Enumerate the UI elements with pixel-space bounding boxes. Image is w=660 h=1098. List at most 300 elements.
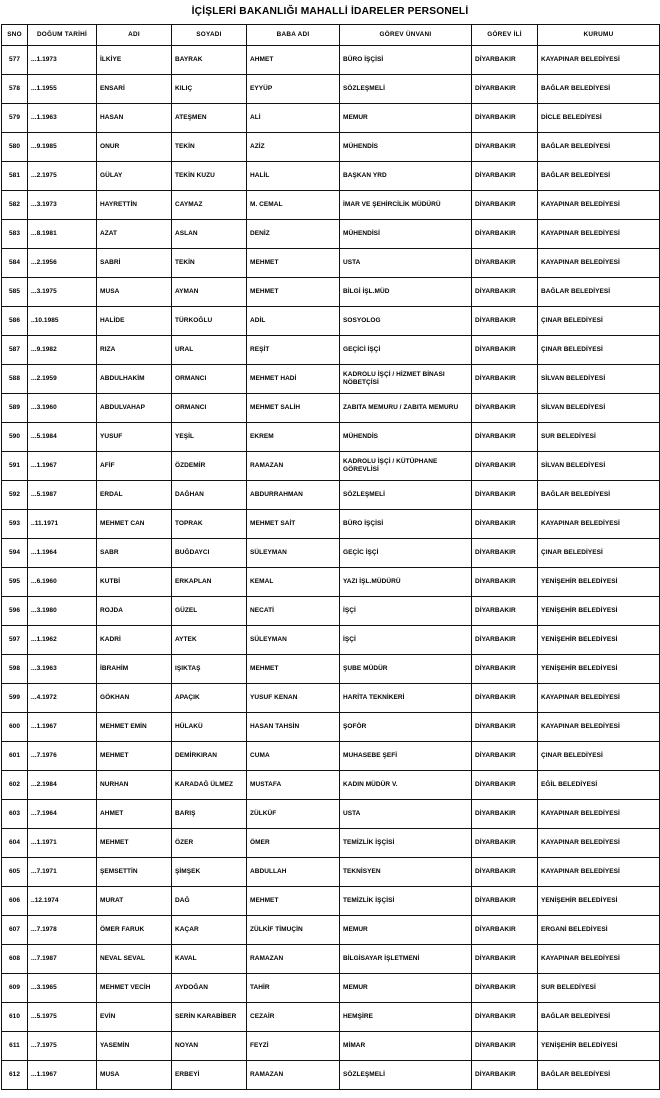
cell-surname: ŞİMŞEK <box>172 858 247 887</box>
cell-title: KADIN MÜDÜR V. <box>340 771 472 800</box>
column-header-father: BABA ADI <box>247 25 340 46</box>
table-row <box>2 278 660 307</box>
cell-inst: ÇINAR BELEDİYESİ <box>538 742 660 771</box>
cell-surname: GÜZEL <box>172 597 247 626</box>
cell-birth: ...9.1985 <box>28 133 97 162</box>
header-row <box>2 25 660 46</box>
cell-birth: ...1.1955 <box>28 75 97 104</box>
cell-inst: KAYAPINAR BELEDİYESİ <box>538 713 660 742</box>
cell-birth: ...3.1980 <box>28 597 97 626</box>
cell-sno: 607 <box>2 916 28 945</box>
cell-father: MEHMET HADİ <box>247 365 340 394</box>
cell-inst: YENİŞEHİR BELEDİYESİ <box>538 1032 660 1061</box>
table-row <box>2 1032 660 1061</box>
cell-sno: 612 <box>2 1061 28 1090</box>
cell-inst: KAYAPINAR BELEDİYESİ <box>538 220 660 249</box>
cell-surname: DAĞ <box>172 887 247 916</box>
cell-city: DİYARBAKIR <box>472 1032 538 1061</box>
cell-city: DİYARBAKIR <box>472 481 538 510</box>
cell-name: MEHMET CAN <box>97 510 172 539</box>
cell-surname: IŞIKTAŞ <box>172 655 247 684</box>
cell-title: SÖZLEŞMELİ <box>340 1061 472 1090</box>
cell-surname: ASLAN <box>172 220 247 249</box>
cell-name: KADRİ <box>97 626 172 655</box>
cell-name: İBRAHİM <box>97 655 172 684</box>
cell-birth: ...1.1963 <box>28 104 97 133</box>
cell-name: AZAT <box>97 220 172 249</box>
table-row <box>2 945 660 974</box>
cell-birth: ...3.1963 <box>28 655 97 684</box>
cell-father: SÜLEYMAN <box>247 539 340 568</box>
cell-name: MURAT <box>97 887 172 916</box>
cell-birth: ...5.1987 <box>28 481 97 510</box>
cell-city: DİYARBAKIR <box>472 162 538 191</box>
cell-sno: 583 <box>2 220 28 249</box>
cell-name: İLKİYE <box>97 46 172 75</box>
cell-inst: BAĞLAR BELEDİYESİ <box>538 162 660 191</box>
cell-title: HEMŞİRE <box>340 1003 472 1032</box>
cell-city: DİYARBAKIR <box>472 713 538 742</box>
cell-title: TEKNİSYEN <box>340 858 472 887</box>
cell-surname: APAÇIK <box>172 684 247 713</box>
cell-name: ONUR <box>97 133 172 162</box>
cell-birth: ...7.1978 <box>28 916 97 945</box>
table-row <box>2 597 660 626</box>
cell-father: MEHMET <box>247 887 340 916</box>
cell-name: ABDULVAHAP <box>97 394 172 423</box>
cell-father: AZİZ <box>247 133 340 162</box>
cell-surname: CAYMAZ <box>172 191 247 220</box>
table-row <box>2 104 660 133</box>
cell-birth: ...4.1972 <box>28 684 97 713</box>
cell-birth: ...7.1976 <box>28 742 97 771</box>
cell-father: ADİL <box>247 307 340 336</box>
page-title: İÇİŞLERİ BAKANLIĞI MAHALLİ İDARELER PERSONELİ <box>191 6 469 17</box>
table-body <box>2 46 660 1090</box>
cell-name: ENSARİ <box>97 75 172 104</box>
cell-surname: DAĞHAN <box>172 481 247 510</box>
cell-city: DİYARBAKIR <box>472 191 538 220</box>
cell-inst: KAYAPINAR BELEDİYESİ <box>538 829 660 858</box>
column-header-city: GÖREV İLİ <box>472 25 538 46</box>
table-row <box>2 336 660 365</box>
table-row <box>2 829 660 858</box>
cell-father: ALİ <box>247 104 340 133</box>
cell-name: AFİF <box>97 452 172 481</box>
cell-birth: ...1.1962 <box>28 626 97 655</box>
cell-surname: BUĞDAYCI <box>172 539 247 568</box>
table-row <box>2 655 660 684</box>
cell-birth: ...3.1960 <box>28 394 97 423</box>
cell-city: DİYARBAKIR <box>472 568 538 597</box>
cell-city: DİYARBAKIR <box>472 742 538 771</box>
cell-inst: KAYAPINAR BELEDİYESİ <box>538 249 660 278</box>
cell-sno: 580 <box>2 133 28 162</box>
cell-birth: ...2.1959 <box>28 365 97 394</box>
cell-birth: ...2.1984 <box>28 771 97 800</box>
cell-name: ÖMER FARUK <box>97 916 172 945</box>
cell-father: CUMA <box>247 742 340 771</box>
cell-father: HASAN TAHSİN <box>247 713 340 742</box>
table-row <box>2 46 660 75</box>
cell-surname: YEŞİL <box>172 423 247 452</box>
cell-birth: ..10.1985 <box>28 307 97 336</box>
cell-title: MÜHENDİS <box>340 423 472 452</box>
cell-city: DİYARBAKIR <box>472 75 538 104</box>
cell-city: DİYARBAKIR <box>472 1003 538 1032</box>
cell-inst: DİCLE BELEDİYESİ <box>538 104 660 133</box>
table-row <box>2 365 660 394</box>
cell-city: DİYARBAKIR <box>472 887 538 916</box>
cell-name: NEVAL SEVAL <box>97 945 172 974</box>
cell-name: MUSA <box>97 1061 172 1090</box>
cell-inst: KAYAPINAR BELEDİYESİ <box>538 191 660 220</box>
cell-birth: ...9.1982 <box>28 336 97 365</box>
cell-city: DİYARBAKIR <box>472 771 538 800</box>
cell-inst: KAYAPINAR BELEDİYESİ <box>538 800 660 829</box>
cell-city: DİYARBAKIR <box>472 394 538 423</box>
table-row <box>2 220 660 249</box>
cell-inst: BAĞLAR BELEDİYESİ <box>538 278 660 307</box>
cell-city: DİYARBAKIR <box>472 46 538 75</box>
cell-city: DİYARBAKIR <box>472 829 538 858</box>
cell-birth: ...3.1975 <box>28 278 97 307</box>
column-header-surname: SOYADI <box>172 25 247 46</box>
cell-sno: 599 <box>2 684 28 713</box>
cell-father: SÜLEYMAN <box>247 626 340 655</box>
table-row <box>2 713 660 742</box>
table-row <box>2 452 660 481</box>
cell-surname: BAYRAK <box>172 46 247 75</box>
cell-sno: 578 <box>2 75 28 104</box>
cell-inst: SUR BELEDİYESİ <box>538 974 660 1003</box>
table-row <box>2 1003 660 1032</box>
cell-surname: NOYAN <box>172 1032 247 1061</box>
cell-surname: ORMANCI <box>172 365 247 394</box>
cell-father: MEHMET SALİH <box>247 394 340 423</box>
cell-sno: 605 <box>2 858 28 887</box>
cell-inst: KAYAPINAR BELEDİYESİ <box>538 858 660 887</box>
cell-sno: 581 <box>2 162 28 191</box>
cell-birth: ...1.1973 <box>28 46 97 75</box>
cell-father: M. CEMAL <box>247 191 340 220</box>
cell-birth: ...1.1971 <box>28 829 97 858</box>
cell-birth: ...7.1964 <box>28 800 97 829</box>
table-row <box>2 75 660 104</box>
cell-surname: ERBEYİ <box>172 1061 247 1090</box>
cell-surname: KAVAL <box>172 945 247 974</box>
table-row <box>2 191 660 220</box>
table-row <box>2 162 660 191</box>
table-row <box>2 887 660 916</box>
cell-father: ABDULLAH <box>247 858 340 887</box>
cell-title: TEMİZLİK İŞÇİSİ <box>340 887 472 916</box>
cell-city: DİYARBAKIR <box>472 510 538 539</box>
cell-sno: 584 <box>2 249 28 278</box>
cell-surname: KAÇAR <box>172 916 247 945</box>
cell-sno: 594 <box>2 539 28 568</box>
cell-sno: 592 <box>2 481 28 510</box>
cell-father: RAMAZAN <box>247 452 340 481</box>
table-row <box>2 800 660 829</box>
table-row <box>2 916 660 945</box>
cell-inst: SUR BELEDİYESİ <box>538 423 660 452</box>
cell-inst: BAĞLAR BELEDİYESİ <box>538 1003 660 1032</box>
cell-sno: 606 <box>2 887 28 916</box>
table-row <box>2 684 660 713</box>
cell-title: ZABITA MEMURU / ZABITA MEMURU <box>340 394 472 423</box>
cell-city: DİYARBAKIR <box>472 365 538 394</box>
cell-surname: AYTEK <box>172 626 247 655</box>
cell-title: USTA <box>340 249 472 278</box>
cell-father: ZÜLKİF TİMUÇİN <box>247 916 340 945</box>
cell-name: GÖKHAN <box>97 684 172 713</box>
cell-name: HALİDE <box>97 307 172 336</box>
cell-sno: 598 <box>2 655 28 684</box>
cell-city: DİYARBAKIR <box>472 452 538 481</box>
cell-inst: EĞİL BELEDİYESİ <box>538 771 660 800</box>
cell-name: AHMET <box>97 800 172 829</box>
cell-father: ÖMER <box>247 829 340 858</box>
cell-birth: ...5.1975 <box>28 1003 97 1032</box>
cell-birth: ...1.1964 <box>28 539 97 568</box>
cell-city: DİYARBAKIR <box>472 423 538 452</box>
cell-father: MEHMET SAİT <box>247 510 340 539</box>
cell-name: EVİN <box>97 1003 172 1032</box>
cell-city: DİYARBAKIR <box>472 133 538 162</box>
cell-birth: ...3.1973 <box>28 191 97 220</box>
cell-inst: YENİŞEHİR BELEDİYESİ <box>538 568 660 597</box>
cell-sno: 586 <box>2 307 28 336</box>
cell-sno: 609 <box>2 974 28 1003</box>
cell-surname: TEKİN <box>172 249 247 278</box>
cell-sno: 610 <box>2 1003 28 1032</box>
cell-name: MEHMET VECİH <box>97 974 172 1003</box>
cell-city: DİYARBAKIR <box>472 858 538 887</box>
cell-title: MÜHENDİSİ <box>340 220 472 249</box>
cell-city: DİYARBAKIR <box>472 249 538 278</box>
cell-father: MEHMET <box>247 249 340 278</box>
cell-father: MEHMET <box>247 278 340 307</box>
cell-name: MUSA <box>97 278 172 307</box>
cell-city: DİYARBAKIR <box>472 539 538 568</box>
cell-title: MÜHENDİS <box>340 133 472 162</box>
cell-title: BİLGİ İŞL.MÜD <box>340 278 472 307</box>
cell-name: HASAN <box>97 104 172 133</box>
table-row <box>2 307 660 336</box>
cell-title: ŞOFÖR <box>340 713 472 742</box>
cell-title: BAŞKAN YRD <box>340 162 472 191</box>
cell-inst: KAYAPINAR BELEDİYESİ <box>538 945 660 974</box>
cell-sno: 579 <box>2 104 28 133</box>
cell-inst: SİLVAN BELEDİYESİ <box>538 452 660 481</box>
cell-name: YASEMİN <box>97 1032 172 1061</box>
cell-name: YUSUF <box>97 423 172 452</box>
cell-inst: SİLVAN BELEDİYESİ <box>538 394 660 423</box>
cell-sno: 601 <box>2 742 28 771</box>
table-header <box>2 25 660 46</box>
cell-surname: TEKİN KUZU <box>172 162 247 191</box>
cell-father: EYYÜP <box>247 75 340 104</box>
cell-surname: ÖZDEMİR <box>172 452 247 481</box>
cell-title: GEÇİCİ İŞÇİ <box>340 336 472 365</box>
cell-father: MUSTAFA <box>247 771 340 800</box>
cell-title: BÜRO İŞÇİSİ <box>340 46 472 75</box>
cell-birth: ...2.1975 <box>28 162 97 191</box>
cell-father: NECATİ <box>247 597 340 626</box>
cell-father: ABDURRAHMAN <box>247 481 340 510</box>
cell-surname: URAL <box>172 336 247 365</box>
cell-name: ŞEMSETTİN <box>97 858 172 887</box>
cell-title: TEMİZLİK İŞÇİSİ <box>340 829 472 858</box>
cell-name: MEHMET EMİN <box>97 713 172 742</box>
cell-sno: 589 <box>2 394 28 423</box>
cell-father: RAMAZAN <box>247 1061 340 1090</box>
table-row <box>2 568 660 597</box>
cell-sno: 587 <box>2 336 28 365</box>
cell-inst: BAĞLAR BELEDİYESİ <box>538 481 660 510</box>
cell-surname: HÜLAKÜ <box>172 713 247 742</box>
cell-father: DENİZ <box>247 220 340 249</box>
cell-sno: 582 <box>2 191 28 220</box>
column-header-inst: KURUMU <box>538 25 660 46</box>
cell-father: REŞİT <box>247 336 340 365</box>
cell-surname: ÖZER <box>172 829 247 858</box>
table-row <box>2 742 660 771</box>
cell-father: YUSUF KENAN <box>247 684 340 713</box>
cell-father: AHMET <box>247 46 340 75</box>
cell-inst: KAYAPINAR BELEDİYESİ <box>538 46 660 75</box>
cell-father: ZÜLKÜF <box>247 800 340 829</box>
cell-inst: BAĞLAR BELEDİYESİ <box>538 133 660 162</box>
cell-title: USTA <box>340 800 472 829</box>
cell-title: SOSYOLOG <box>340 307 472 336</box>
cell-city: DİYARBAKIR <box>472 220 538 249</box>
cell-sno: 608 <box>2 945 28 974</box>
cell-title: BİLGİSAYAR İŞLETMENİ <box>340 945 472 974</box>
cell-city: DİYARBAKIR <box>472 597 538 626</box>
cell-city: DİYARBAKIR <box>472 307 538 336</box>
table-row <box>2 133 660 162</box>
cell-city: DİYARBAKIR <box>472 945 538 974</box>
cell-name: MEHMET <box>97 742 172 771</box>
cell-birth: ..12.1974 <box>28 887 97 916</box>
cell-city: DİYARBAKIR <box>472 336 538 365</box>
cell-name: HAYRETTİN <box>97 191 172 220</box>
cell-father: KEMAL <box>247 568 340 597</box>
cell-father: HALİL <box>247 162 340 191</box>
table-row <box>2 481 660 510</box>
cell-birth: ...7.1987 <box>28 945 97 974</box>
cell-title: KADROLU İŞÇİ / HİZMET BİNASI NÖBETÇİSİ <box>340 365 472 394</box>
column-header-birth: DOĞUM TARİHİ <box>28 25 97 46</box>
cell-name: ROJDA <box>97 597 172 626</box>
table-row <box>2 858 660 887</box>
cell-inst: ÇINAR BELEDİYESİ <box>538 539 660 568</box>
cell-surname: AYMAN <box>172 278 247 307</box>
cell-title: SÖZLEŞMELİ <box>340 75 472 104</box>
cell-inst: ERGANİ BELEDİYESİ <box>538 916 660 945</box>
cell-surname: ORMANCI <box>172 394 247 423</box>
cell-city: DİYARBAKIR <box>472 800 538 829</box>
cell-surname: KILIÇ <box>172 75 247 104</box>
cell-name: ABDULHAKİM <box>97 365 172 394</box>
cell-surname: ERKAPLAN <box>172 568 247 597</box>
cell-name: ERDAL <box>97 481 172 510</box>
cell-title: BÜRO İŞÇİSİ <box>340 510 472 539</box>
cell-city: DİYARBAKIR <box>472 916 538 945</box>
cell-inst: YENİŞEHİR BELEDİYESİ <box>538 626 660 655</box>
cell-sno: 600 <box>2 713 28 742</box>
cell-sno: 603 <box>2 800 28 829</box>
cell-inst: BAĞLAR BELEDİYESİ <box>538 75 660 104</box>
table-row <box>2 1061 660 1090</box>
cell-inst: KAYAPINAR BELEDİYESİ <box>538 684 660 713</box>
cell-sno: 595 <box>2 568 28 597</box>
cell-birth: ...6.1960 <box>28 568 97 597</box>
cell-father: EKREM <box>247 423 340 452</box>
cell-birth: ...1.1967 <box>28 452 97 481</box>
column-header-name: ADI <box>97 25 172 46</box>
cell-title: ŞUBE MÜDÜR <box>340 655 472 684</box>
cell-birth: ...1.1967 <box>28 713 97 742</box>
cell-father: FEYZİ <box>247 1032 340 1061</box>
cell-sno: 591 <box>2 452 28 481</box>
cell-title: MİMAR <box>340 1032 472 1061</box>
cell-birth: ..11.1971 <box>28 510 97 539</box>
cell-surname: TÜRKOĞLU <box>172 307 247 336</box>
cell-title: MEMUR <box>340 916 472 945</box>
cell-city: DİYARBAKIR <box>472 626 538 655</box>
cell-title: MUHASEBE ŞEFİ <box>340 742 472 771</box>
cell-title: GEÇİC İŞÇİ <box>340 539 472 568</box>
cell-birth: ...5.1984 <box>28 423 97 452</box>
cell-title: KADROLU İŞÇİ / KÜTÜPHANE GÖREVLİSİ <box>340 452 472 481</box>
cell-birth: ...7.1975 <box>28 1032 97 1061</box>
cell-title: İŞÇİ <box>340 626 472 655</box>
cell-inst: ÇINAR BELEDİYESİ <box>538 336 660 365</box>
cell-sno: 597 <box>2 626 28 655</box>
table-row <box>2 974 660 1003</box>
cell-father: TAHİR <box>247 974 340 1003</box>
cell-father: CEZAİR <box>247 1003 340 1032</box>
cell-title: HARİTA TEKNİKERİ <box>340 684 472 713</box>
cell-inst: SİLVAN BELEDİYESİ <box>538 365 660 394</box>
cell-city: DİYARBAKIR <box>472 655 538 684</box>
personnel-table <box>1 24 660 1090</box>
cell-title: SÖZLEŞMELİ <box>340 481 472 510</box>
cell-sno: 588 <box>2 365 28 394</box>
cell-city: DİYARBAKIR <box>472 278 538 307</box>
cell-city: DİYARBAKIR <box>472 974 538 1003</box>
cell-city: DİYARBAKIR <box>472 1061 538 1090</box>
cell-inst: YENİŞEHİR BELEDİYESİ <box>538 655 660 684</box>
cell-birth: ...1.1967 <box>28 1061 97 1090</box>
table-row <box>2 249 660 278</box>
cell-surname: BARIŞ <box>172 800 247 829</box>
cell-title: MEMUR <box>340 104 472 133</box>
table-row <box>2 539 660 568</box>
cell-sno: 593 <box>2 510 28 539</box>
cell-surname: DEMİRKIRAN <box>172 742 247 771</box>
cell-surname: AYDOĞAN <box>172 974 247 1003</box>
cell-inst: ÇINAR BELEDİYESİ <box>538 307 660 336</box>
cell-name: GÜLAY <box>97 162 172 191</box>
cell-name: KUTBİ <box>97 568 172 597</box>
cell-birth: ...8.1981 <box>28 220 97 249</box>
cell-birth: ...2.1956 <box>28 249 97 278</box>
cell-surname: TOPRAK <box>172 510 247 539</box>
